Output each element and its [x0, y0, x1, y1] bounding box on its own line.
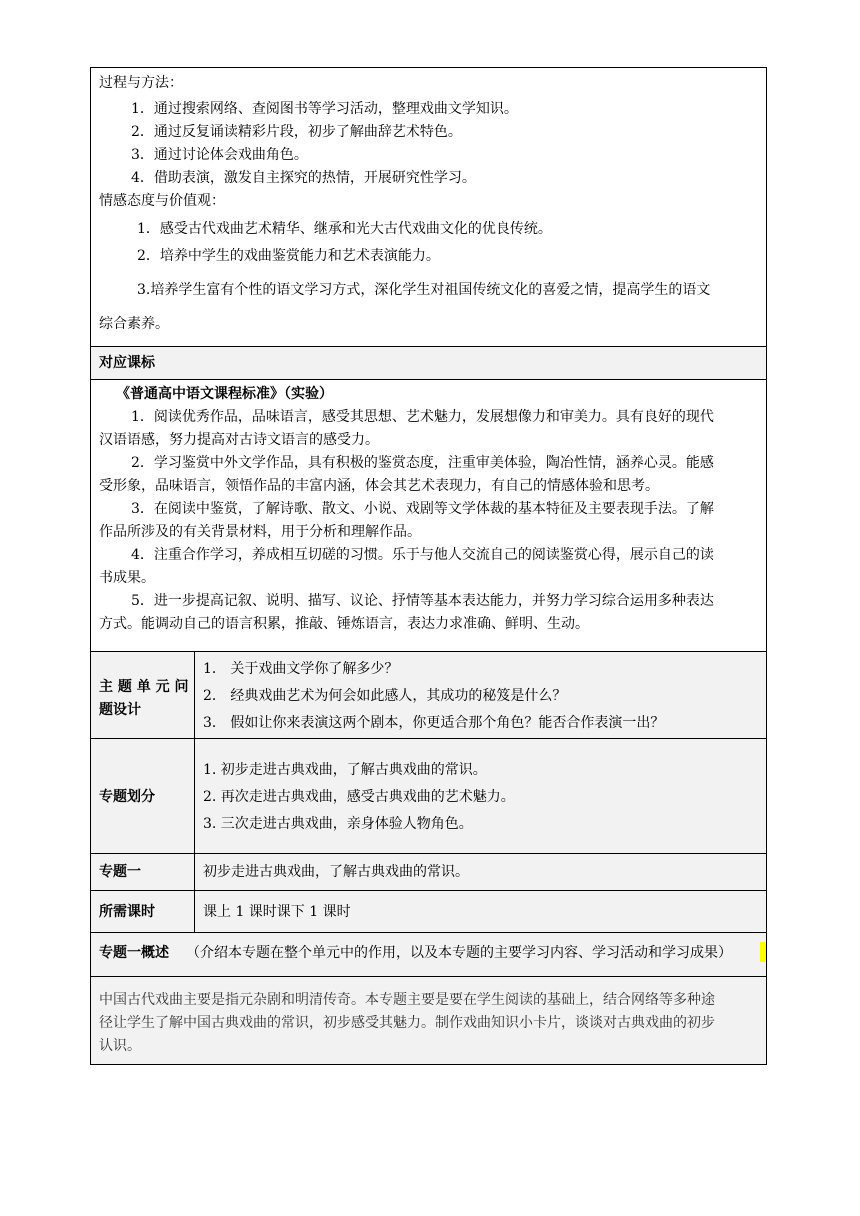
standards-line: 汉语语感，努力提高对古诗文语言的感受力。 [99, 432, 379, 448]
overview-note: （介绍本专题在整个单元中的作用，以及本专题的主要学习内容、学习活动和学习成果） [186, 945, 732, 961]
standards-line: 1．阅读优秀作品，品味语言，感受其思想、艺术魅力，发展想像力和审美力。具有良好的现代 [131, 409, 714, 425]
process-item: 1．通过搜索网络、查阅图书等学习活动，整理戏曲文学知识。 [131, 101, 518, 117]
highlight-mark [760, 942, 766, 962]
standards-line: 5．进一步提高记叙、说明、描写、议论、抒情等基本表达能力，并努力学习综合运用多种表达 [131, 593, 714, 609]
row-divider [90, 346, 767, 347]
overview-label: 专题一概述 [99, 945, 169, 961]
division-item: 2. 再次走进古典戏曲，感受古典戏曲的艺术魅力。 [203, 789, 515, 805]
process-item: 4．借助表演，激发自主探究的热情，开展研究性学习。 [131, 170, 476, 186]
standards-label: 对应课标 [99, 355, 155, 371]
emotion-item: 2．培养中学生的戏曲鉴赏能力和艺术表演能力。 [137, 248, 440, 264]
emotion-item: 综合素养。 [99, 316, 169, 332]
column-divider [194, 651, 195, 933]
process-item: 3．通过讨论体会戏曲角色。 [131, 147, 308, 163]
standards-line: 2．学习鉴赏中外文学作品，具有积极的鉴赏态度，注重审美体验，陶冶性情，涵养心灵。能感 [131, 455, 714, 471]
overview-line: 中国古代戏曲主要是指元杂剧和明清传奇。本专题主要是要在学生阅读的基础上，结合网络等多种途 [99, 992, 715, 1008]
overview-line: 认识。 [99, 1038, 141, 1054]
row-divider [90, 379, 767, 380]
hours-value: 课上 1 课时课下 1 课时 [203, 904, 351, 920]
topic1-label: 专题一 [99, 864, 141, 880]
emotion-item: 1．感受古代戏曲艺术精华、继承和光大古代戏曲文化的优良传统。 [137, 221, 552, 237]
standards-line: 作品所涉及的有关背景材料，用于分析和理解作品。 [99, 524, 421, 540]
emotion-heading: 情感态度与价值观： [99, 193, 225, 209]
topic1-value: 初步走进古典戏曲，了解古典戏曲的常识。 [203, 864, 469, 880]
row-divider [90, 738, 767, 739]
standards-line: 受形象，品味语言，领悟作品的丰富内涵，体会其艺术表现力，有自己的情感体验和思考。 [99, 478, 659, 494]
row-divider [90, 976, 767, 977]
standards-line: 3．在阅读中鉴赏，了解诗歌、散文、小说、戏剧等文学体裁的基本特征及主要表现手法。了解 [131, 501, 714, 517]
question-item: 3． 假如让你来表演这两个剧本，你更适合那个角色？能否合作表演一出？ [203, 715, 665, 731]
questions-label: 题设计 [99, 702, 141, 718]
standards-title: 《普通高中语文课程标准》（实验） [116, 386, 333, 402]
process-item: 2．通过反复诵读精彩片段，初步了解曲辞艺术特色。 [131, 124, 462, 140]
standards-header-row [91, 347, 766, 379]
row-divider [90, 651, 767, 652]
row-divider [90, 853, 767, 854]
standards-line: 书成果。 [99, 570, 155, 586]
hours-row [91, 891, 766, 932]
standards-line: 4．注重合作学习，养成相互切磋的习惯。乐于与他人交流自己的阅读鉴赏心得，展示自己的读 [131, 547, 714, 563]
division-item: 3. 三次走进古典戏曲，亲身体验人物角色。 [203, 816, 473, 832]
question-item: 1． 关于戏曲文学你了解多少？ [203, 661, 399, 677]
question-item: 2． 经典戏曲艺术为何会如此感人，其成功的秘笈是什么？ [203, 688, 567, 704]
division-label: 专题划分 [99, 789, 155, 805]
overview-line: 径让学生了解中国古典戏曲的常识，初步感受其魅力。制作戏曲知识小卡片，谈谈对古典戏曲的初步 [99, 1015, 715, 1031]
row-divider [90, 890, 767, 891]
division-item: 1. 初步走进古典戏曲，了解古典戏曲的常识。 [203, 762, 487, 778]
hours-label: 所需课时 [99, 904, 155, 920]
emotion-item: 3.培养学生富有个性的语文学习方式，深化学生对祖国传统文化的喜爱之情，提高学生的语文 [137, 282, 711, 298]
standards-line: 方式。能调动自己的语言积累，推敲、锤炼语言，表达力求准确、鲜明、生动。 [99, 616, 589, 632]
row-divider [90, 932, 767, 933]
questions-label: 主 题 单 元 问 [99, 679, 189, 695]
process-heading: 过程与方法： [99, 75, 183, 91]
